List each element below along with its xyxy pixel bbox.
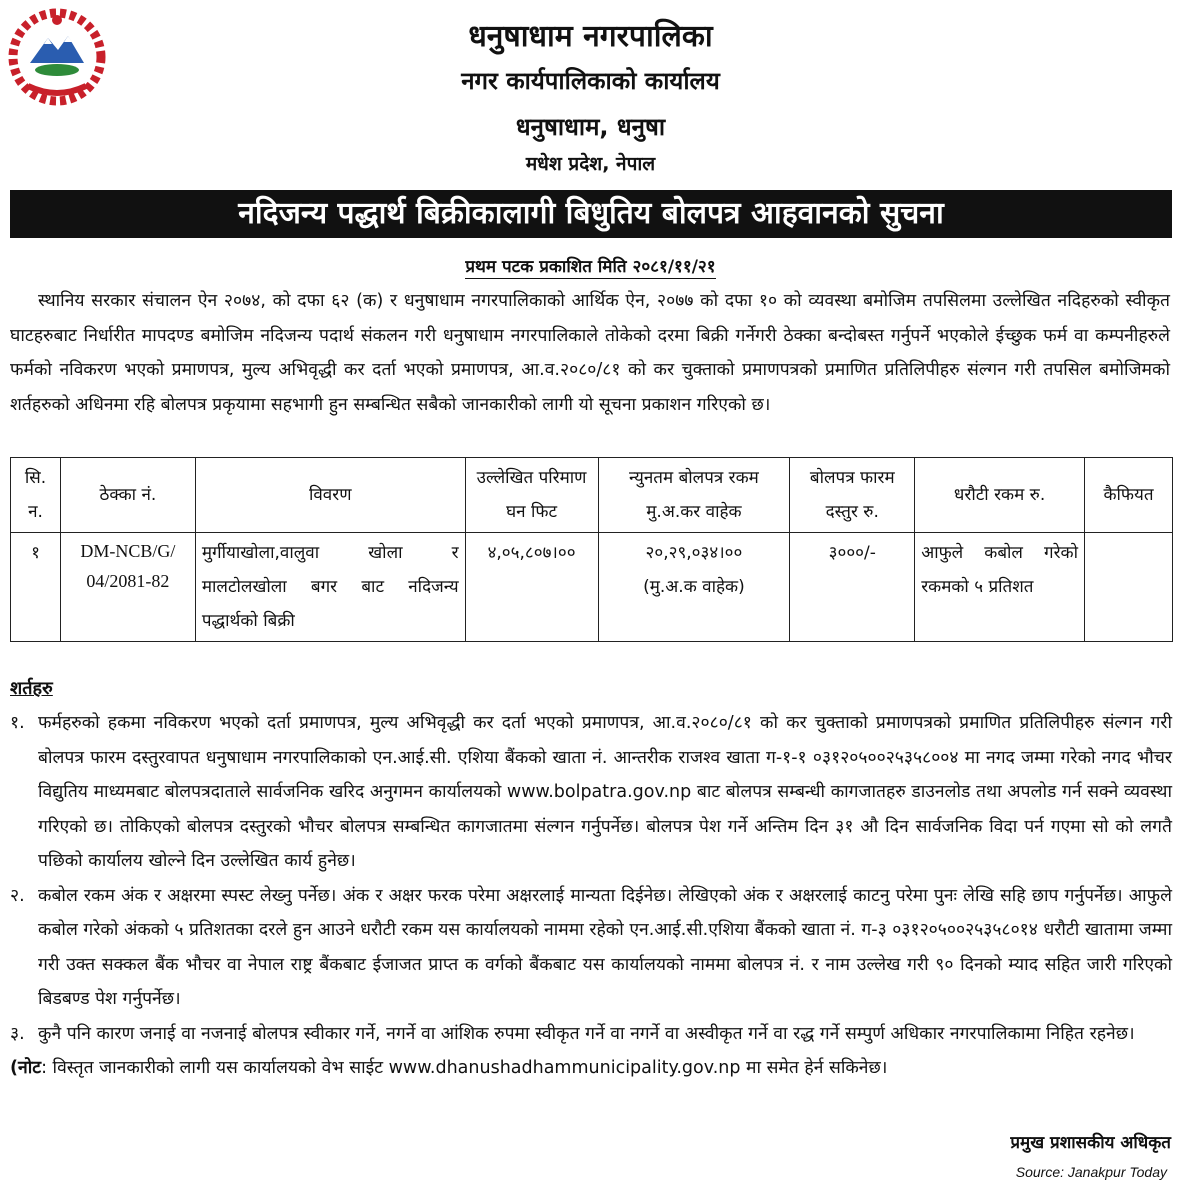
col-header-sn: सि. न. <box>11 458 61 533</box>
table-header-row <box>11 458 1173 533</box>
condition-number: ३. <box>10 1023 25 1044</box>
note-text: : विस्तृत जानकारीको लागी यस कार्यालयको वेभ साईट www.dhanushadhammunicipality.gov.np मा समेत हेर्न सकिनेछ। <box>41 1058 888 1078</box>
min-amount-value: २०,२९,०३४।०० <box>645 543 743 563</box>
cell-form-fee: ३०००/- <box>790 533 915 642</box>
notice-title: नदिजन्य पद्धार्थ बिक्रीकालागी बिधुतिय बोलपत्र आहवानको सुचना <box>10 190 1172 238</box>
tender-table <box>10 457 1173 642</box>
intro-paragraph: स्थानिय सरकार संचालन ऐन २०७४, को दफा ६२ (क) र धनुषाधाम नगरपालिकाको आर्थिक ऐन, २०७७ को दफा १० को व्यवस्था बमोजिम तपसिलमा उल्लेखित नदिहरुको स्वीकृत घाटहरुबाट निर्धारीत मापदण्ड बमोजिम नदिजन्य पदार्थ संकलन गरी धनुषाधाम नगरपालिकाले तोकेको दरमा बिक्री गर्नेगरी ठेक्का बन्दोबस्त गर्नुपर्ने भएकोले ईच्छुक फर्म वा कम्पनीहरुले फर्मको नविकरण भएको प्रमाणपत्र, मुल्य अभिवृद्धी कर दर्ता भएको प्रमाणपत्र, आ.व.२०८०/८१ को कर चुक्ताको प्रमाणपत्रको प्रमाणित प्रतिलिपीहरु संल्गन गरी तपसिल बमोजिमको शर्तहरुको अधिनमा रहि बोलपत्र प्रकृयामा सहभागी हुन सम्बन्धित सबैको जानकारीको लागी यो सूचना प्रकाशन गरिएको छ। <box>10 291 1170 415</box>
province-name: मधेश प्रदेश, नेपाल <box>525 153 656 175</box>
signatory: प्रमुख प्रशासकीय अधिकृत <box>1010 1133 1171 1153</box>
condition-text: कबोल रकम अंक र अक्षरमा स्पस्ट लेख्नु पर्नेछ। अंक र अक्षर फरक परेमा अक्षरलाई मान्यता दिईनेछ। लेखिएको अंक र अक्षरलाई काटनु परेमा पुनः लेखि सहि छाप गर्नुपर्नेछ। आफुले कबोल गरेको अंकको ५ प्रतिशतका दरले हुन आउने धरौटी रकम यस कार्यालयको नाममा रहेको एन.आई.सी.एशिया बैंकको खाता नं. ग-३ ०३१२०५००२५३५८०१४ धरौटी खातामा जम्मा गरी उक्त सक्कल बैंक भौचर वा नेपाल राष्ट्र बैंकबाट ईजाजत प्राप्त क वर्गको बैंकबाट यस कार्यालयको नाममा बोलपत्र नं. र नाम उल्लेख गरी ९० दिनको म्याद सहित जारी गरिएको बिडबण्ड पेश गर्नुपर्नेछ। <box>38 885 1172 1009</box>
cell-min-amount <box>598 533 790 642</box>
table-row <box>11 533 1173 642</box>
col-header-quantity: उल्लेखित परिमाण घन फिट <box>465 458 598 533</box>
conditions-list <box>10 706 1172 1086</box>
cell-contract-no: DM-NCB/G/ 04/2081-82 <box>60 533 195 642</box>
col-header-remarks: कैफियत <box>1085 458 1173 533</box>
cell-quantity: ४,०५,८०७।०० <box>465 533 598 642</box>
note <box>10 1051 1172 1086</box>
office-name: नगर कार्यपालिकाको कार्यालय <box>461 67 720 95</box>
condition-number: २. <box>10 885 25 906</box>
cell-deposit: आफुले कबोल गरेको रकमको ५ प्रतिशत <box>915 533 1085 642</box>
municipality-name: धनुषाधाम नगरपालिका <box>468 19 713 54</box>
col-header-min-amount: न्युनतम बोलपत्र रकम मु.अ.कर वाहेक <box>598 458 790 533</box>
condition-text: कुनै पनि कारण जनाई वा नजनाई बोलपत्र स्वीकार गर्ने, नगर्ने वा आंशिक रुपमा स्वीकृत गर्ने वा नगर्ने वा अस्वीकृत गर्ने वा रद्ध गर्ने सम्पुर्ण अधिकार नगरपालिकामा निहित रहनेछ। <box>38 1023 1135 1044</box>
cell-remarks <box>1085 533 1173 642</box>
note-label: (नोट <box>10 1058 42 1078</box>
condition-item <box>10 1017 1172 1052</box>
col-header-deposit: धरौटी रकम रु. <box>915 458 1085 533</box>
col-header-contract-no: ठेक्का नं. <box>60 458 195 533</box>
conditions-heading: शर्तहरु <box>10 678 53 699</box>
condition-item <box>10 879 1172 1017</box>
office-location: धनुषाधाम, धनुषा <box>515 113 666 141</box>
col-header-form-fee: बोलपत्र फारम दस्तुर रु. <box>790 458 915 533</box>
condition-text: फर्महरुको हकमा नविकरण भएको दर्ता प्रमाणपत्र, मुल्य अभिवृद्धी कर दर्ता भएको प्रमाणपत्र, आ.व.२०८०/८१ को कर चुक्ताको प्रमाणपत्रको प्रमाणित प्रतिलिपीहरु संल्गन गरी बोलपत्र फारम दस्तुरवापत धनुषाधाम नगरपालिकाको एन.आई.सी. एशिया बैंकको खाता नं. आन्तरीक राजश्व खाता ग-१-१ ०३१२०५००२५३५८००४ मा नगद जम्मा गरेको नगद भौचर विद्युतिय माध्यमबाट बोलपत्रदाताले सार्वजनिक खरिद अनुगमन कार्यालयको www.bolpatra.gov.np बाट बोलपत्र सम्बन्धी कागजातहरु डाउनलोड तथा अपलोड गर्न सक्ने व्यवस्था गरिएको छ। तोकिएको बोलपत्र दस्तुरको भौचर बोलपत्र सम्बन्धित कागजातमा संल्गन गर्नुपर्नेछ। बोलपत्र पेश गर्ने अन्तिम दिन ३१ औ दिन सार्वजनिक विदा पर्न गएमा सो को लगतै पछिको कार्यालय खोल्ने दिन उल्लेखित कार्य हुनेछ। <box>38 713 1172 871</box>
source-credit: Source: Janakpur Today <box>1015 1164 1167 1180</box>
condition-number: १. <box>10 713 25 733</box>
min-amount-note: (मु.अ.क वाहेक) <box>643 577 745 597</box>
cell-description: मुर्गीयाखोला,वालुवा खोला र मालटोलखोला बगर बाट नदिजन्य पद्धार्थको बिक्री <box>195 533 465 642</box>
cell-sn: १ <box>11 533 61 642</box>
col-header-description: विवरण <box>195 458 465 533</box>
condition-item <box>10 706 1172 879</box>
publish-date: प्रथम पटक प्रकाशित मिति २०८१/११/२१ <box>465 257 716 277</box>
